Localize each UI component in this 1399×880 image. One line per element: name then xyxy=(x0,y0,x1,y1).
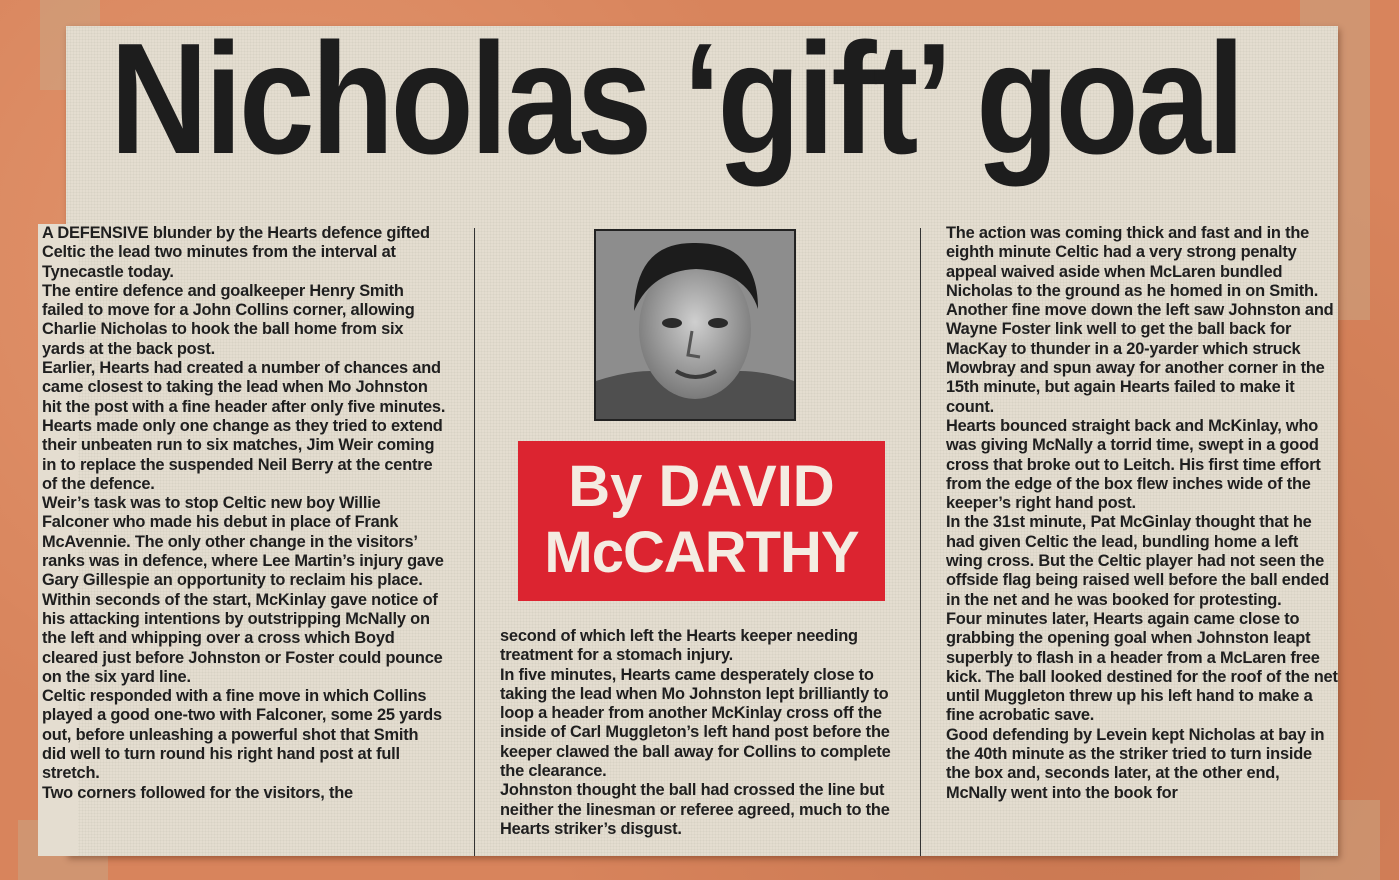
byline-box xyxy=(518,441,885,601)
paragraph: Good defending by Levein kept Nicholas at bay in the 40th minute as the striker tried to turn inside the box and, seconds later, at the other end, McNally went into the book for xyxy=(946,725,1325,802)
paragraph: A DEFENSIVE blunder by the Hearts defence gifted Celtic the lead two minutes from the interval at Tynecastle today. xyxy=(42,224,430,281)
paragraph: second of which left the Hearts keeper needing treatment for a stomach injury. xyxy=(500,627,858,665)
paragraph: Weir’s task was to stop Celtic new boy Willie Falconer who made his debut in place of Frank McAvennie. The only other change in the visitors’ ranks was in defence, where Lee Martin’s injury gave Gary Gillespie an opportunity to reclaim his place. xyxy=(42,494,444,590)
paragraph: Earlier, Hearts had created a number of chances and came closest to taking the lead when Mo Johnston hit the post with a fine header after only five minutes. xyxy=(42,359,446,416)
column-divider xyxy=(474,228,475,856)
paragraph: Two corners followed for the visitors, the xyxy=(42,783,353,802)
paragraph: Within seconds of the start, McKinlay gave notice of his attacking intentions by outstripping McNally on the left and whipping over a cross which Boyd cleared just before Johnston or Foster could pounce on the six yard line. xyxy=(42,590,443,686)
paragraph: Johnston thought the ball had crossed the line but neither the linesman or referee agreed, much to the Hearts striker’s disgust. xyxy=(500,781,890,838)
article-column-1 xyxy=(42,224,446,856)
byline-line-1: By DAVID xyxy=(568,454,835,519)
paragraph: The entire defence and goalkeeper Henry Smith failed to move for a John Collins corner, allowing Charlie Nicholas to hook the ball home from six yards at the back post. xyxy=(42,281,415,358)
byline-line-2: McCARTHY xyxy=(544,520,859,585)
paragraph: Four minutes later, Hearts again came close to grabbing the opening goal when Johnston leapt superbly to flash in a header from a McLaren free kick. The ball looked destined for the roof of the net until Muggleton threw up his left hand to make a fine acrobatic save. xyxy=(946,609,1338,725)
paragraph: In the 31st minute, Pat McGinlay thought that he had given Celtic the lead, bundling home a left wing cross. But the Celtic player had not seen the offside flag being raised well before the ball ended in the net and he was booked for protesting. xyxy=(946,513,1330,609)
paragraph: The action was coming thick and fast and in the eighth minute Celtic had a very strong penalty appeal waived aside when McLaren bundled Nicholas to the ground as he homed in on Smith. xyxy=(946,224,1319,300)
author-photo xyxy=(594,229,796,421)
portrait-image xyxy=(596,231,794,419)
paragraph: Celtic responded with a fine move in which Collins played a good one-two with Falconer, some 25 yards out, before unleashing a powerful shot that Smith did well to turn round his right hand post at full stretch. xyxy=(42,687,442,783)
headline: Nicholas ‘gift’ goal xyxy=(110,11,1242,187)
paragraph: Hearts made only one change as they tried to extend their unbeaten run to six matches, Jim Weir coming in to replace the suspended Neil Berry at the centre of the defence. xyxy=(42,416,443,493)
column-divider xyxy=(920,228,921,856)
paragraph: In five minutes, Hearts came desperately close to taking the lead when Mo Johnston lept brilliantly to loop a header from another McKinlay cross off the inside of Carl Muggleton’s left hand post before the keeper clawed the ball away for Collins to complete the clearance. xyxy=(500,665,891,781)
paragraph: Another fine move down the left saw Johnston and Wayne Foster link well to get the ball back for MacKay to thunder in a 20-yarder which struck Mowbray and spun away for another corner in the 15th minute, but again Hearts failed to make it count. xyxy=(946,301,1334,416)
article-column-2 xyxy=(500,627,900,856)
paragraph: Hearts bounced straight back and McKinlay, who was giving McNally a torrid time, swept in a good cross that broke out to Leitch. His first time effort from the edge of the box flew inches wide of the keeper’s right hand post. xyxy=(946,416,1321,513)
article-column-3 xyxy=(946,224,1338,856)
